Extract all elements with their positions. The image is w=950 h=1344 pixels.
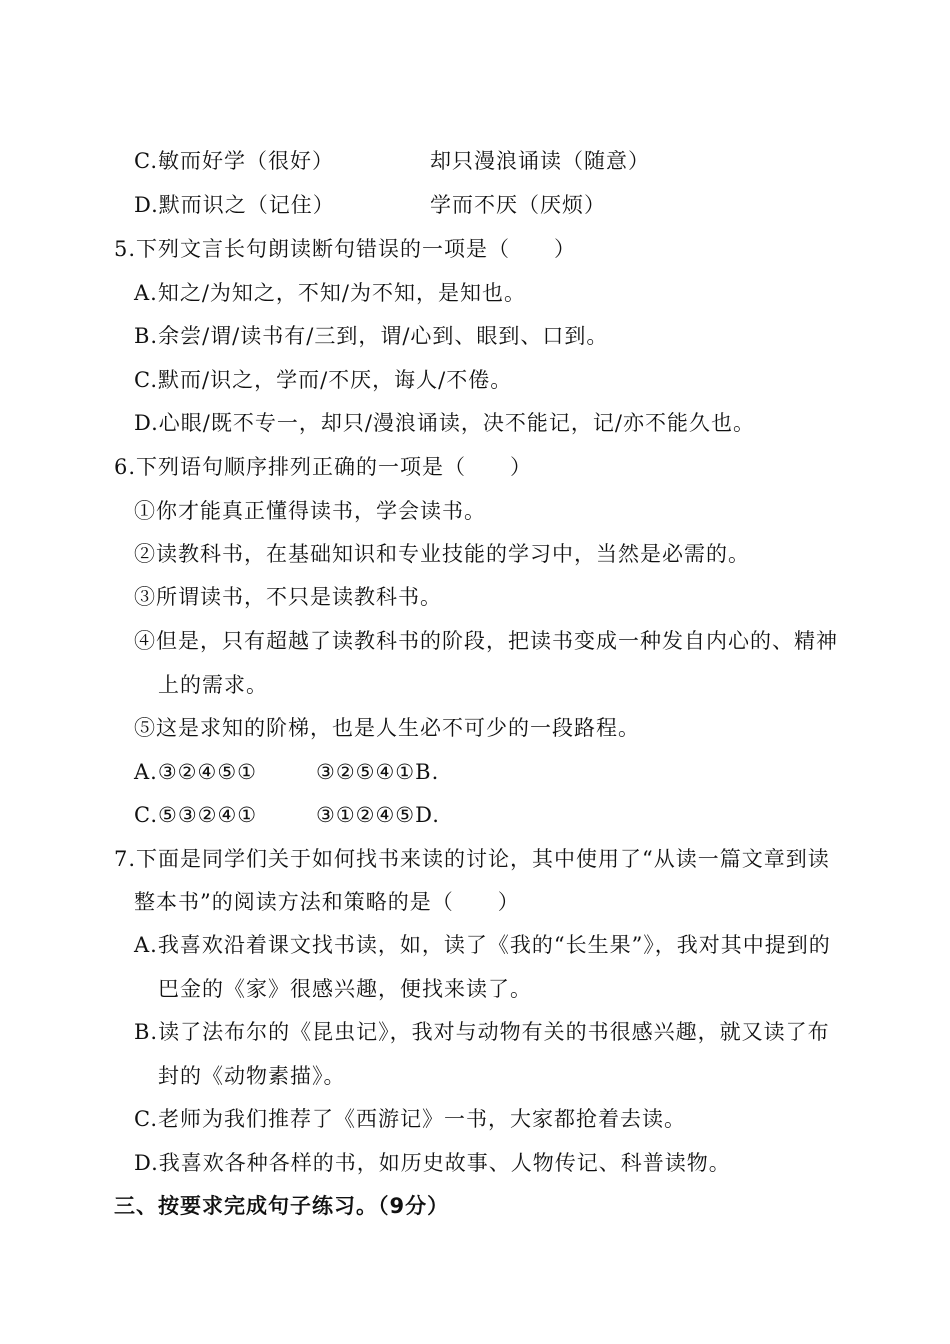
q4-option-c-left: C.敏而好学（很好） bbox=[134, 149, 334, 173]
page: C.敏而好学（很好） 却只漫浪诵读（随意） D.默而识之（记住） 学而不厌（厌烦） 5.下列文言长句朗读断句错误的一项是（ ） A.知之/为知之，不知/为不知，是知也。 B.余尝/谓/读书有/三到，谓/心到、眼到、口到。 C.默而/识之，学而/不厌，诲人/不倦。 D.心眼/既不专一，却只/漫浪诵读，决不能记，记/亦不能久也。 6.下列语句顺序排列正确的一项是（ ） ①你才能真正懂得读书，学会读书。 ②读教科书，在基础知识和专业技能的学习中，当然是必需的。 ③所谓读书，不只是读教科书。 ④但是，只有超越了读教科书的阶段，把读书变成一种发自内心的、精神 上的需求。 ⑤这是求知的阶梯，也是人生必不可少的一段路程。 A.③②④⑤① ③②⑤④①B. C.⑤③②④① ③①②④⑤D. 7.下面是同学们关于如何找书来读的讨论，其中使用了“从读一篇文章到读 整本书”的阅读方法和策略的是（ ） A.我喜欢沿着课文找书读，如，读了《我的“长生果”》，我对其中提到的 巴金的《家》很感兴趣，便找来读了。 B.读了法布尔的《昆虫记》，我对与动物有关的书很感兴趣，就又读了布 封的《动物素描》。 C.老师为我们推荐了《西游记》一书，大家都抢着去读。 D.我喜欢各种各样的书，如历史故事、人物传记、科普读物。 三、按要求完成句子练习。（9分） bbox=[114, 149, 838, 1218]
q6-option-a: A.③②④⑤① bbox=[134, 760, 257, 784]
q6-option-b: ③②⑤④①B. bbox=[316, 760, 440, 784]
q4-option-c-right: 却只漫浪诵读（随意） bbox=[430, 149, 650, 173]
q4-option-d-right: 学而不厌（厌烦） bbox=[430, 193, 606, 217]
q6-option-c: C.⑤③②④① bbox=[134, 803, 258, 827]
q6-option-d: ③①②④⑤D. bbox=[316, 803, 440, 827]
q4-option-d-left: D.默而识之（记住） bbox=[134, 193, 335, 217]
